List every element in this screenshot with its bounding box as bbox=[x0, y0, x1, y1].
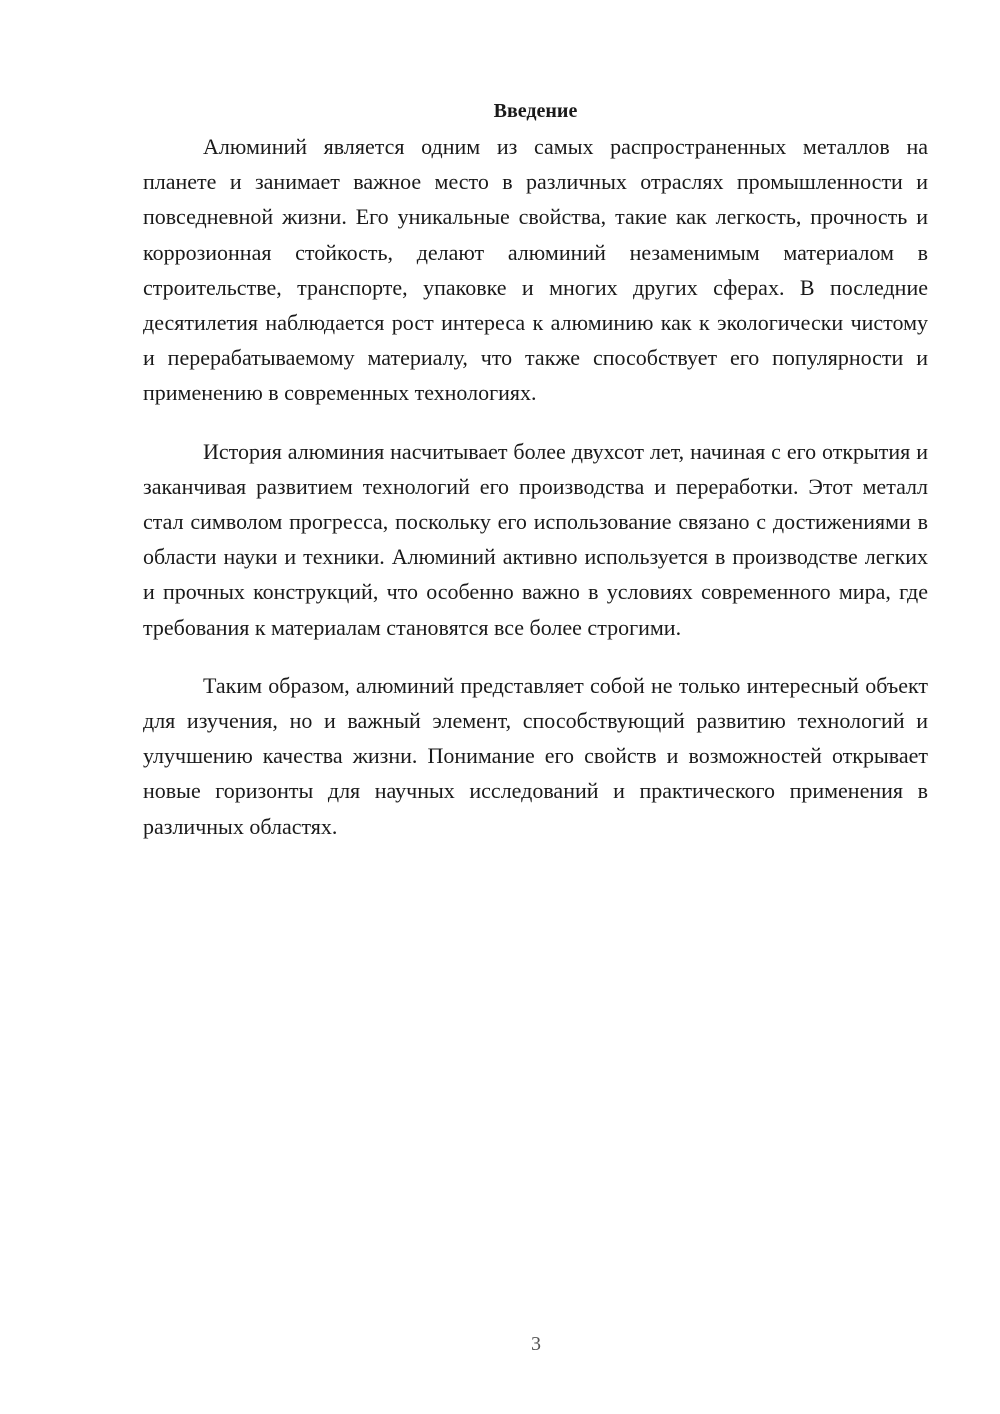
page-content bbox=[143, 96, 928, 867]
page-number: 3 bbox=[531, 1333, 541, 1355]
paragraph-2: История алюминия насчитывает более двухсот лет, начиная с его открытия и заканчивая развитием технологий его производства и переработки. Этот металл стал символом прогресса, поскольку его использование связано с достижениями в области науки и техники. Алюминий активно используется в производстве легких и прочных конструкций, что особенно важно в условиях современного мира, где требования к материалам становятся все более строгими. bbox=[143, 438, 928, 640]
section-heading: Введение bbox=[493, 100, 578, 122]
paragraph-3: Таким образом, алюминий представляет собой не только интересный объект для изучения, но и важный элемент, способствующий развитию технологий и улучшению качества жизни. Понимание его свойств и возможностей открывает новые горизонты для научных исследований и практического применения в различных областях. bbox=[143, 672, 928, 839]
paragraph-1: Алюминий является одним из самых распространенных металлов на планете и занимает важное место в различных отраслях промышленности и повседневной жизни. Его уникальные свойства, такие как легкость, прочность и коррозионная стойкость, делают алюминий незаменимым материалом в строительстве, транспорте, упаковке и многих других сферах. В последние десятилетия наблюдается рост интереса к алюминию как к экологически чистому и перерабатываемому материалу, что также способствует его популярности и применению в современных технологиях. bbox=[143, 134, 928, 406]
